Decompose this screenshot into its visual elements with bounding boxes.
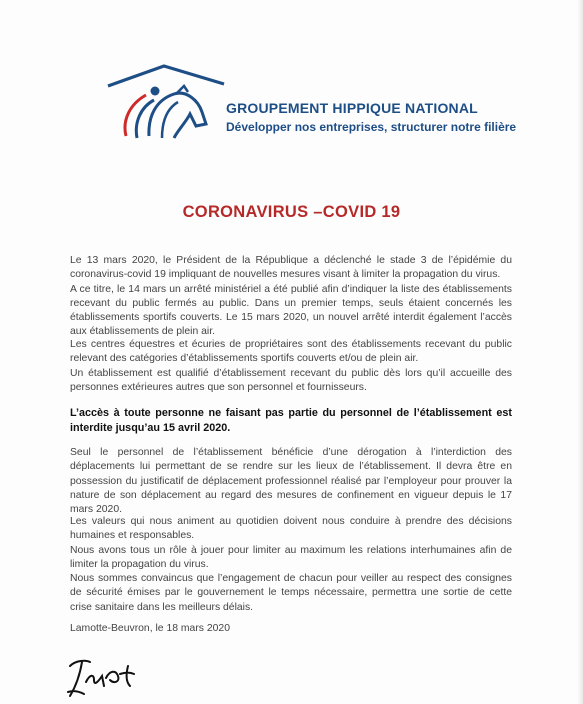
paragraph: Seul le personnel de l’établissement bénéficie d’une dérogation à l’interdiction des déplacements lui permettant de se rendre sur les lieux de l’établissement. Il devra être en possession du justificatif de déplacement professionnel réalisé par l’employeur pour prouver la nature de son déplacement au regard des mesures de confinement en vigueur depuis le 17 mars 2020. bbox=[70, 447, 512, 516]
document-title: CORONAVIRUS –COVID 19 bbox=[182, 203, 401, 221]
place-date bbox=[70, 622, 512, 636]
paragraph-block-1 bbox=[70, 254, 512, 340]
horse-logo-icon bbox=[104, 60, 226, 140]
paragraph: A ce titre, le 14 mars un arrêté ministériel a été publié afin d’indiquer la liste des établissements recevant du public fermés au public. Dans un premier temps, seuls étaient concernés les établissements sportifs couverts. Le 15 mars 2020, un nouvel arrêté interdit également l’accès aux établissements de plein air. bbox=[70, 283, 512, 338]
paragraph-block-2 bbox=[70, 338, 512, 395]
letterhead bbox=[104, 60, 517, 145]
paragraph: L’accès à toute personne ne faisant pas partie du personnel de l’établissement est interdite jusqu’au 15 avril 2020. bbox=[70, 407, 512, 434]
paragraph: Un établissement est qualifié d’établissement recevant du public dès lors qu’il accueille des personnes extérieures autres que son personnel et fournisseurs. bbox=[70, 367, 512, 393]
paragraph: Nous sommes convaincus que l’engagement de chacun pour veiller au respect des consignes de sécurité émises par le gouvernement le temps nécessaire, permettra une sortie de cette crise sanitaire dans les meilleurs délais. bbox=[70, 573, 512, 613]
paragraph: Les centres équestres et écuries de propriétaires sont des établissements recevant du public relevant des catégories d’établissements sportifs couverts et/ou de plein air. bbox=[70, 339, 512, 365]
paragraph: Les valeurs qui nous animent au quotidien doivent nous conduire à prendre des décisions humaines et responsables. bbox=[70, 516, 512, 542]
org-tagline: Développer nos entreprises, structurer notre filière bbox=[226, 120, 517, 134]
paragraph-block-4 bbox=[70, 515, 512, 615]
paragraph: Nous avons tous un rôle à jouer pour limiter au maximum les relations interhumaines afin de limiter la propagation du virus. bbox=[70, 544, 512, 570]
place-date-text: Lamotte-Beuvron, le 18 mars 2020 bbox=[70, 623, 230, 634]
org-name: GROUPEMENT HIPPIQUE NATIONAL bbox=[226, 100, 478, 116]
page-edge-shadow bbox=[577, 0, 583, 704]
paragraph: Le 13 mars 2020, le Président de la République a déclenché le stade 3 de l’épidémie du coronavirus-covid 19 impliquant de nouvelles mesures visant à limiter la propagation du virus. bbox=[70, 255, 512, 281]
paragraph-block-3 bbox=[70, 446, 512, 517]
signature-icon bbox=[64, 652, 148, 700]
access-restriction-notice bbox=[70, 406, 512, 435]
